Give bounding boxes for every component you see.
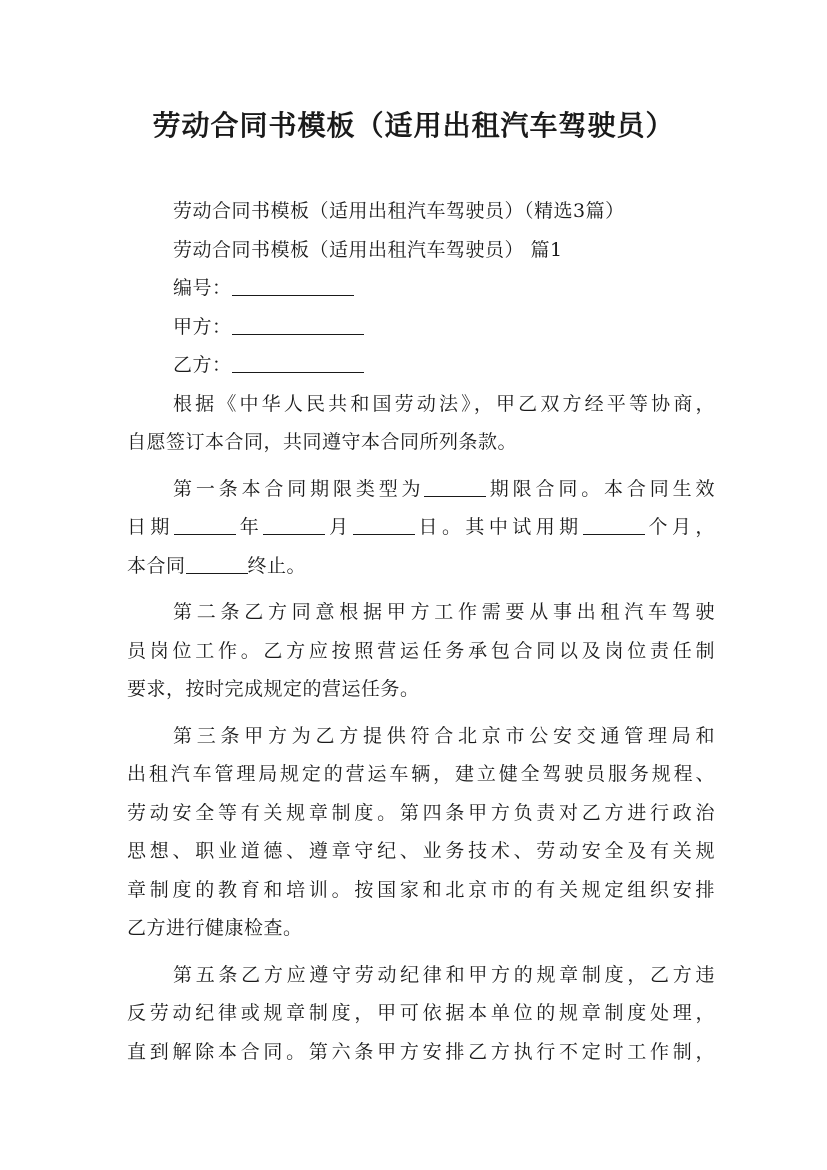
number-blank — [232, 273, 354, 296]
day-blank — [353, 512, 415, 535]
document-body — [127, 192, 715, 1071]
term-type-blank — [424, 474, 486, 497]
paragraph-line: 员岗位工作。乙方应按照营运任务承包合同以及岗位责任制 — [127, 639, 715, 662]
subtitle-line: 劳动合同书模板（适用出租汽车驾驶员）（精选3篇） — [173, 200, 625, 222]
month-blank — [263, 512, 325, 535]
article1-text: 期限合同。本合同生效 — [486, 477, 715, 500]
party-b-field — [127, 346, 715, 385]
paragraph-line: 自愿签订本合同，共同遵守本合同所列条款。 — [127, 431, 518, 453]
paragraph-line: 反劳动纪律或规章制度，甲可依据本单位的规章制度处理， — [127, 1002, 715, 1024]
party-a-field — [127, 308, 715, 347]
paragraph-line: 劳动安全等有关规章制度。第四条甲方负责对乙方进行政治 — [127, 801, 715, 824]
paragraph-line: 思想、职业道德、遵章守纪、业务技术、劳动安全及有关规 — [127, 840, 715, 862]
party-a-blank — [232, 312, 364, 335]
number-field — [127, 269, 715, 308]
paragraph-line: 第五条乙方应遵守劳动纪律和甲方的规章制度，乙方违 — [173, 963, 715, 986]
party-a-label: 甲方： — [173, 315, 232, 338]
party-b-blank — [232, 350, 364, 373]
article1-text: 个月， — [644, 516, 715, 538]
paragraph-line: 根据《中华人民共和国劳动法》，甲乙双方经平等协商， — [173, 392, 715, 415]
year-blank — [174, 512, 236, 535]
subtitle-line: 劳动合同书模板（适用出租汽车驾驶员） 篇1 — [173, 238, 563, 261]
paragraph-line: 要求，按时完成规定的营运任务。 — [127, 678, 420, 700]
article1-text: 日期 — [127, 516, 174, 538]
end-blank — [186, 551, 248, 574]
paragraph-line: 直到解除本合同。第六条甲方安排乙方执行不定时工作制， — [127, 1040, 715, 1063]
article1-line — [127, 508, 715, 547]
article1-text: 日。其中试用期 — [414, 516, 583, 538]
article1-text: 月 — [325, 516, 353, 538]
paragraph-line: 出租汽车管理局规定的营运车辆，建立健全驾驶员服务规程、 — [127, 763, 715, 785]
article1-text: 年 — [235, 516, 264, 538]
article1-text: 本合同 — [127, 554, 186, 577]
paragraph-line: 第二条乙方同意根据甲方工作需要从事出租汽车驾驶 — [173, 601, 715, 623]
article1-line — [127, 547, 715, 586]
article1-text: 终止。 — [247, 554, 307, 577]
paragraph-line: 第三条甲方为乙方提供符合北京市公安交通管理局和 — [173, 724, 715, 747]
probation-blank — [583, 512, 645, 535]
article1-line — [127, 470, 715, 509]
party-b-label: 乙方： — [173, 354, 232, 376]
document-title: 劳动合同书模板（适用出租汽车驾驶员） — [152, 109, 675, 142]
paragraph-line: 乙方进行健康检查。 — [127, 917, 303, 939]
number-label: 编号： — [173, 277, 232, 299]
article1-text: 第一条本合同期限类型为 — [173, 477, 425, 500]
paragraph-line: 章制度的教育和培训。按国家和北京市的有关规定组织安排 — [127, 878, 715, 901]
